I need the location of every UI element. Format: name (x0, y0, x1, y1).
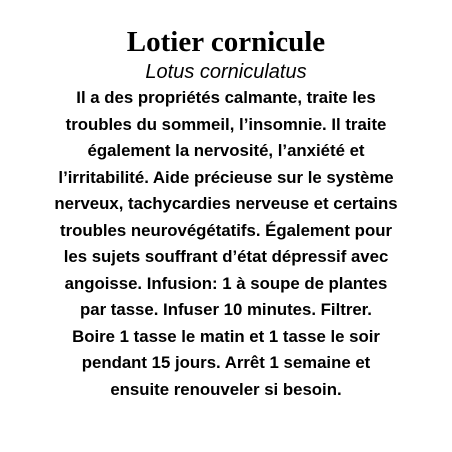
description-line: les sujets souffrant d’état dépressif avec (63, 247, 389, 266)
plant-latin-name: Lotus corniculatus (145, 61, 307, 83)
description-line: Il a des propriétés calmante, traite les (76, 88, 376, 107)
description-line: ensuite renouveler si besoin. (110, 379, 342, 399)
description-line: également la nervosité, l’anxiété et (87, 141, 365, 160)
description-line: troubles du sommeil, l’insomnie. Il traite (65, 114, 387, 134)
description-line: pendant 15 jours. Arrêt 1 semaine et (81, 353, 371, 372)
plant-title: Lotier cornicule (126, 26, 326, 58)
description-line: Boire 1 tasse le matin et 1 tasse le soir (72, 326, 380, 346)
description-line: par tasse. Infuser 10 minutes. Filtrer. (80, 300, 372, 319)
plant-description (6, 85, 446, 403)
description-line: nerveux, tachycardies nerveuse et certains (54, 194, 398, 213)
description-line: angoisse. Infusion: 1 à soupe de plantes (64, 273, 388, 293)
description-line: l’irritabilité. Aide précieuse sur le système (58, 167, 394, 187)
description-line: troubles neurovégétatifs. Également pour (60, 220, 392, 240)
